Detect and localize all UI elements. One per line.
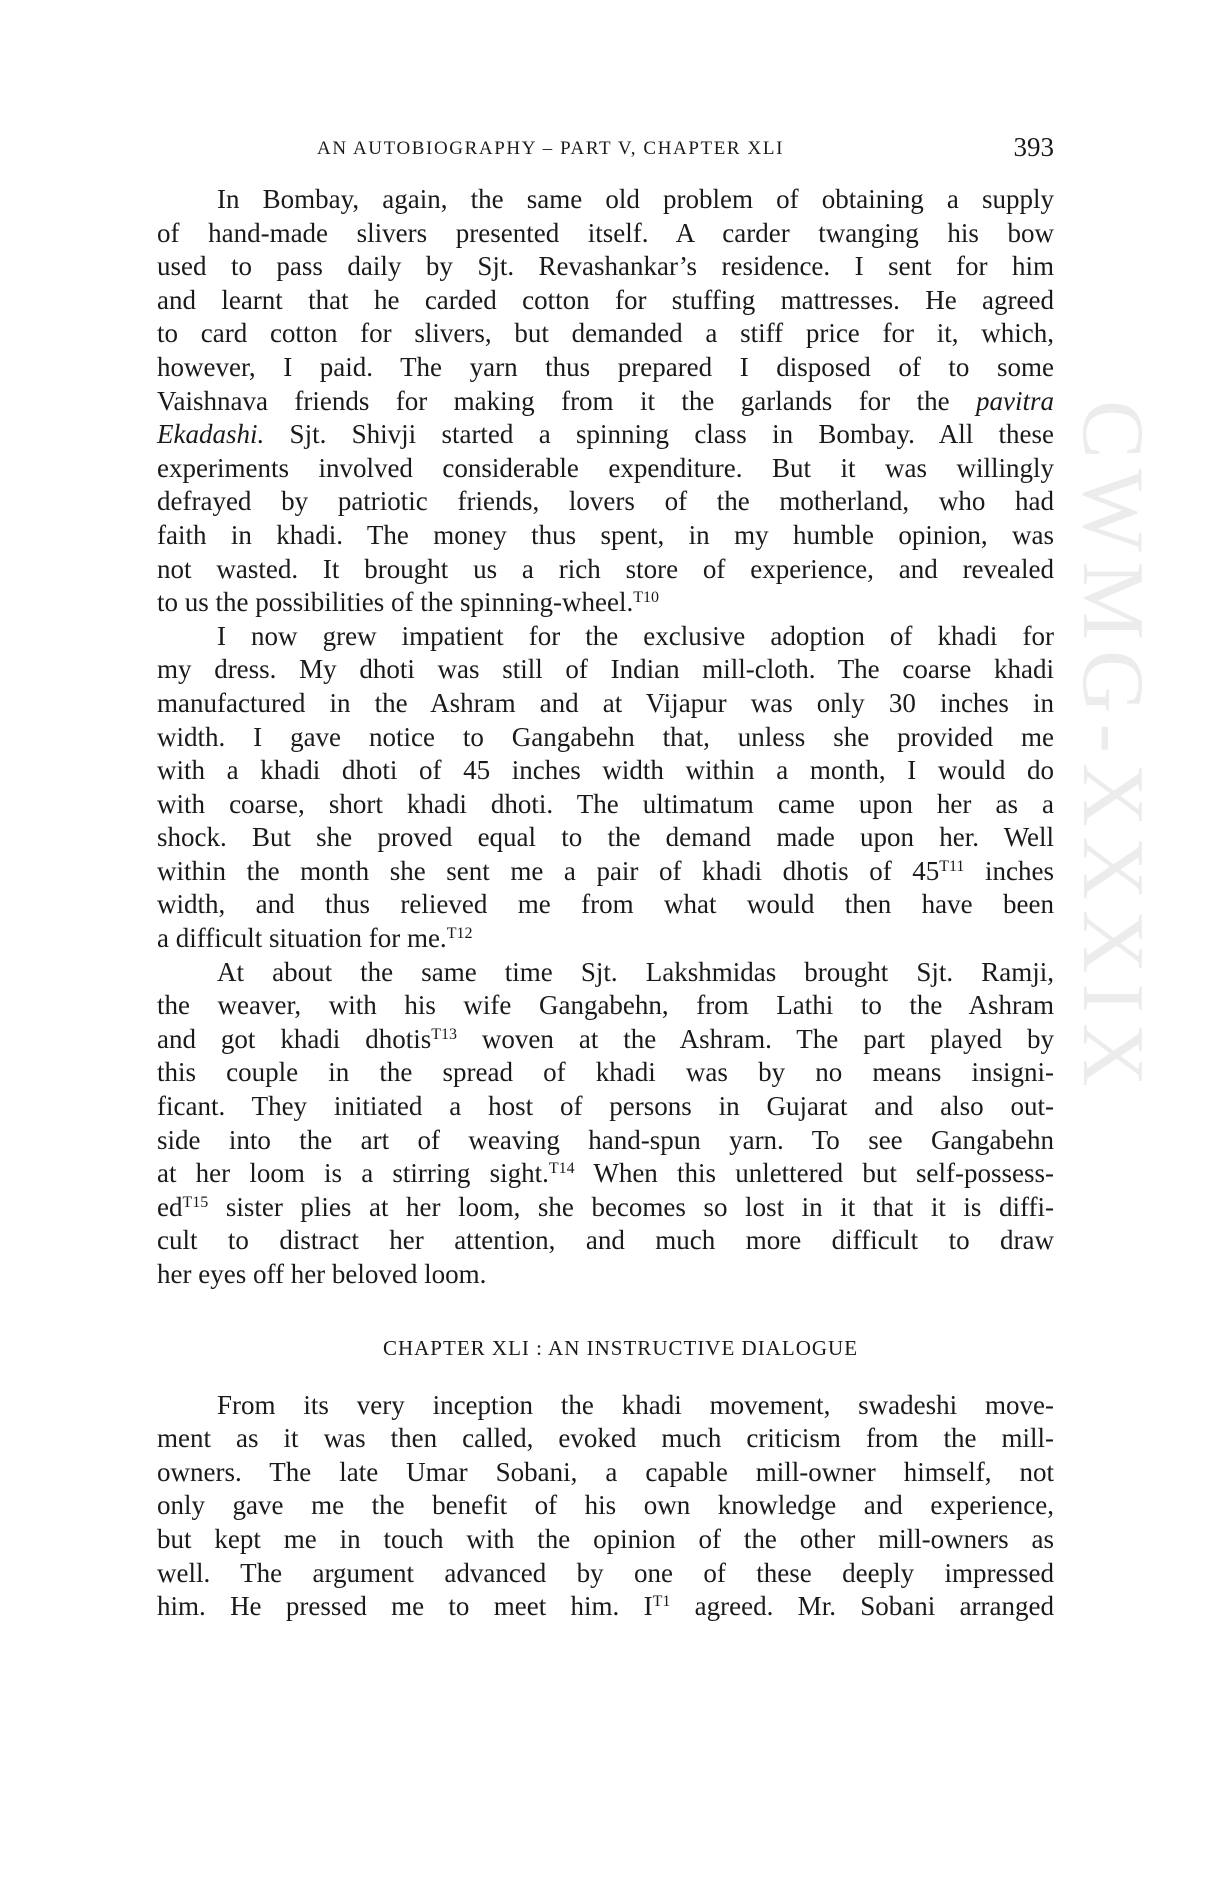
page-number: 393: [1013, 132, 1054, 162]
text-run: ficant. They initiated a host of persons in Gujarat and also out-: [157, 1091, 1054, 1122]
text-run: I now grew impatient for the exclusive adoption of khadi for: [217, 620, 1054, 651]
text-line: [157, 485, 1054, 519]
running-head: AN AUTOBIOGRAPHY – PART V, CHAPTER XLI: [317, 138, 784, 159]
text-run: to us the possibilities of the spinning-wheel.: [157, 587, 634, 618]
text-run: pavitra: [976, 385, 1054, 416]
text-run: at her loom is a stirring sight.: [157, 1158, 549, 1189]
footnote-marker: T14: [548, 1160, 575, 1178]
text-run: used to pass daily by Sjt. Revashankar’s residence. I sent for him: [157, 251, 1054, 282]
text-run: Sjt. Shivji started a spinning class in Bombay. All these: [264, 419, 1054, 450]
text-run: ed: [157, 1191, 183, 1222]
paragraph: [157, 1389, 1054, 1624]
text-line: [157, 721, 1054, 755]
text-line: [157, 1389, 1054, 1423]
text-line: [157, 452, 1054, 486]
text-run: cult to distract her attention, and much more difficult to draw: [157, 1225, 1054, 1256]
text-line: [157, 1557, 1054, 1591]
text-line: [157, 418, 1054, 452]
text-run: width, and thus relieved me from what would then have been: [157, 889, 1054, 920]
text-line: [157, 888, 1054, 922]
text-run: defrayed by patriotic friends, lovers of the motherland, who had: [157, 486, 1054, 517]
text-line: [157, 1056, 1054, 1090]
text-run: woven at the Ashram. The part played by: [457, 1023, 1054, 1054]
footnote-marker: T12: [446, 925, 473, 943]
text-run: with a khadi dhoti of 45 inches width within a month, I would do: [157, 755, 1054, 786]
text-line: [157, 519, 1054, 553]
text-line: [157, 855, 1054, 889]
text-run: side into the art of weaving hand-spun yarn. To see Gangabehn: [157, 1124, 1054, 1155]
footnote-marker: T13: [431, 1025, 458, 1043]
text-line: [157, 754, 1054, 788]
paragraph: [157, 620, 1054, 956]
text-line: [157, 620, 1054, 654]
text-line: [157, 956, 1054, 990]
text-run: shock. But she proved equal to the demand made upon her. Well: [157, 822, 1054, 853]
text-line: [157, 250, 1054, 284]
text-line: [157, 1023, 1054, 1057]
text-run: In Bombay, again, the same old problem of obtaining a supply: [217, 184, 1054, 214]
text-line: [157, 217, 1054, 251]
text-run: inches: [964, 855, 1054, 886]
text-run: only gave me the benefit of his own knowledge and experience,: [157, 1490, 1054, 1521]
footnote-marker: T10: [633, 589, 659, 607]
text-line: [157, 1456, 1054, 1490]
text-run: the weaver, with his wife Gangabehn, from Lathi to the Ashram: [157, 990, 1054, 1021]
text-run: her eyes off her beloved loom.: [157, 1259, 487, 1289]
text-line: [157, 1224, 1054, 1258]
text-line: [157, 553, 1054, 587]
text-line: [157, 1191, 1054, 1225]
text-run: and got khadi dhotis: [157, 1023, 432, 1054]
text-run: of hand-made slivers presented itself. A carder twanging his bow: [157, 217, 1054, 248]
footnote-marker: T15: [182, 1193, 209, 1211]
text-line: [157, 989, 1054, 1023]
text-run: not wasted. It brought us a rich store of experience, and revealed: [157, 553, 1054, 584]
text-run: a difficult situation for me.: [157, 923, 447, 954]
text-line: [157, 1590, 1054, 1624]
footnote-marker: T11: [939, 857, 965, 875]
text-line: [157, 1090, 1054, 1124]
text-run: him. He pressed me to meet him. I: [157, 1591, 653, 1622]
text-line: [157, 1523, 1054, 1557]
paragraph: [157, 956, 1054, 1292]
text-run: well. The argument advanced by one of these deeply impressed: [157, 1557, 1054, 1588]
text-run: At about the same time Sjt. Lakshmidas brought Sjt. Ramji,: [217, 956, 1054, 987]
text-run: this couple in the spread of khadi was by no means insigni-: [157, 1057, 1054, 1088]
text-line: [157, 284, 1054, 318]
text-line: [157, 351, 1054, 385]
text-line: [157, 317, 1054, 351]
paragraph: [157, 183, 1054, 620]
text-run: my dress. My dhoti was still of Indian mill-cloth. The coarse khadi: [157, 654, 1054, 685]
text-line: [157, 687, 1054, 721]
text-run: Vaishnava friends for making from it the garlands for the: [157, 385, 976, 416]
chapter-heading: CHAPTER XLI : AN INSTRUCTIVE DIALOGUE: [382, 1335, 859, 1360]
text-line: [157, 922, 1054, 956]
page-body: [157, 183, 1054, 1624]
text-run: but kept me in touch with the opinion of the other mill-owners as: [157, 1523, 1054, 1554]
text-run: experiments involved considerable expenditure. But it was willingly: [157, 452, 1054, 483]
text-run: ment as it was then called, evoked much criticism from the mill-: [157, 1423, 1054, 1454]
text-line: [157, 385, 1054, 419]
text-run: From its very inception the khadi movement, swadeshi move-: [217, 1389, 1054, 1420]
text-run: Ekadashi.: [157, 419, 265, 450]
text-run: within the month she sent me a pair of khadi dhotis of 45: [157, 855, 940, 886]
watermark: CWMG-XXXIX: [1064, 400, 1161, 1097]
text-line: [157, 1489, 1054, 1523]
text-run: faith in khadi. The money thus spent, in my humble opinion, was: [157, 519, 1054, 550]
text-line: [157, 586, 1054, 620]
text-line: [157, 1157, 1054, 1191]
text-run: manufactured in the Ashram and at Vijapur was only 30 inches in: [157, 687, 1054, 718]
text-run: agreed. Mr. Sobani arranged: [670, 1591, 1055, 1622]
text-run: however, I paid. The yarn thus prepared I disposed of to some: [157, 351, 1054, 382]
text-run: When this unlettered but self-possess-: [574, 1158, 1055, 1189]
text-run: with coarse, short khadi dhoti. The ultimatum came upon her as a: [157, 788, 1054, 819]
text-line: [157, 821, 1054, 855]
text-line: [157, 788, 1054, 822]
text-run: sister plies at her loom, she becomes so lost in it that it is diffi-: [208, 1191, 1054, 1222]
text-run: width. I gave notice to Gangabehn that, unless she provided me: [157, 721, 1054, 752]
footnote-marker: T1: [652, 1593, 671, 1611]
text-line: [157, 183, 1054, 217]
text-run: and learnt that he carded cotton for stuffing mattresses. He agreed: [157, 284, 1054, 315]
text-line: [157, 1422, 1054, 1456]
text-line: [157, 1124, 1054, 1158]
text-run: owners. The late Umar Sobani, a capable mill-owner himself, not: [157, 1456, 1054, 1487]
text-run: to card cotton for slivers, but demanded a stiff price for it, which,: [157, 318, 1054, 349]
text-line: [157, 1258, 1054, 1292]
text-line: [157, 653, 1054, 687]
page-header: [157, 132, 1054, 166]
